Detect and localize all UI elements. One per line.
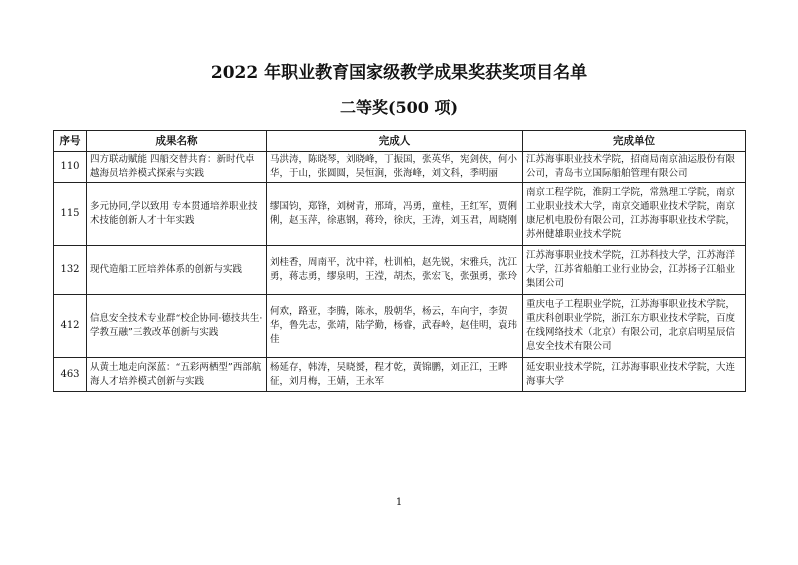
cell-achievement-name: 现代造船工匠培养体系的创新与实践 bbox=[87, 246, 267, 295]
cell-number: 115 bbox=[54, 183, 87, 246]
cell-units: 重庆电子工程职业学院，江苏海事职业技术学院，重庆科创职业学院，浙江东方职业技术学院，百度在线网络技术（北京）有限公司，北京启明星辰信息安全技术有限公司 bbox=[523, 295, 746, 358]
cell-number: 132 bbox=[54, 246, 87, 295]
cell-units: 江苏海事职业技术学院，江苏科技大学，江苏海洋大学，江苏省船舶工业行业协会，江苏扬子江船业集团公司 bbox=[523, 246, 746, 295]
cell-people: 刘桂香，周南平，沈中祥，杜训柏，赵先锐，宋雅兵，沈江勇，蒋志勇，缪泉明，王滢，胡杰，张宏飞，张强勇，张玲 bbox=[267, 246, 523, 295]
header-achievement-name: 成果名称 bbox=[87, 131, 267, 152]
cell-units: 南京工程学院，淮阴工学院，常熟理工学院，南京工业职业技术大学，南京交通职业技术学院，南京康尼机电股份有限公司，江苏海事职业技术学院，苏州健雄职业技术学院 bbox=[523, 183, 746, 246]
cell-number: 110 bbox=[54, 152, 87, 183]
cell-people: 何欢，路亚，李腾，陈永，殷朝华，杨云，车向宇，李贺华，鲁先志，张靖，陆学勤，杨睿，武春岭，赵佳明，袁玮佳 bbox=[267, 295, 523, 358]
cell-number: 412 bbox=[54, 295, 87, 358]
table-row bbox=[54, 152, 746, 183]
table-row bbox=[54, 295, 746, 358]
header-number: 序号 bbox=[54, 131, 87, 152]
header-people: 完成人 bbox=[267, 131, 523, 152]
cell-people: 缪国钧，郑锋，刘树青，邢琦，冯勇，童桂，王红军，贾俐俐，赵玉萍，徐惠钢，蒋玲，徐庆，王涛，刘玉君，周晓刚 bbox=[267, 183, 523, 246]
page-number: 1 bbox=[395, 497, 403, 508]
cell-achievement-name: 从黄土地走向深蓝：“五彩两栖型”西部航海人才培养模式创新与实践 bbox=[87, 358, 267, 392]
cell-units: 江苏海事职业技术学院，招商局南京油运股份有限公司，青岛韦立国际船舶管理有限公司 bbox=[523, 152, 746, 183]
cell-achievement-name: 多元协同,学以致用 专本贯通培养职业技术技能创新人才十年实践 bbox=[87, 183, 267, 246]
header-units: 完成单位 bbox=[523, 131, 746, 152]
table-row bbox=[54, 246, 746, 295]
table-row bbox=[54, 358, 746, 392]
cell-units: 延安职业技术学院，江苏海事职业技术学院，大连海事大学 bbox=[523, 358, 746, 392]
award-table bbox=[53, 130, 746, 392]
cell-people: 马洪涛，陈晓琴，刘晓峰，丁振国，张英华，宪剑侠，何小华，于山，张圆圆，吴恒涧，张海峰，刘文科，季明丽 bbox=[267, 152, 523, 183]
cell-people: 杨延存，韩涛，吴晓赟，程才乾，黄锦鹏，刘正江，王晔征，刘月梅，王婧，王永军 bbox=[267, 358, 523, 392]
cell-number: 463 bbox=[54, 358, 87, 392]
table-row bbox=[54, 183, 746, 246]
cell-achievement-name: 信息安全技术专业群“校企协同·德技共生·学教互融”三教改革创新与实践 bbox=[87, 295, 267, 358]
document-subtitle: 二等奖(500 项) bbox=[339, 98, 459, 117]
cell-achievement-name: 四方联动赋能 四船交替共育：新时代卓越海员培养模式探索与实践 bbox=[87, 152, 267, 183]
table-header-row bbox=[54, 131, 746, 152]
document-title: 2022 年职业教育国家级教学成果奖获奖项目名单 bbox=[210, 63, 588, 83]
